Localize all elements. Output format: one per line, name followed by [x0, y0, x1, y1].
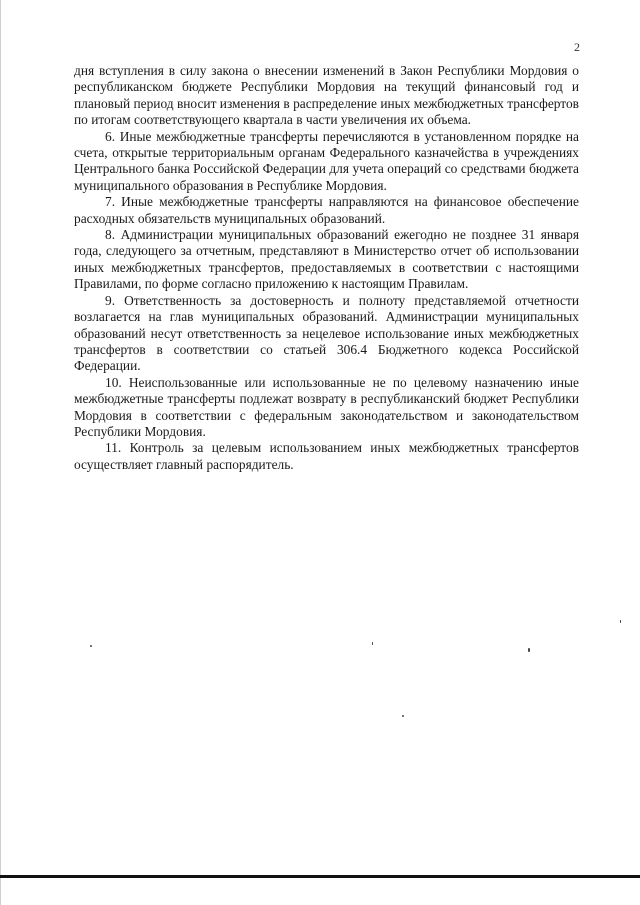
scan-speck	[620, 620, 621, 623]
page-number: 2	[574, 40, 580, 54]
scan-left-edge	[0, 0, 1, 905]
paragraph-6: 6. Иные межбюджетные трансферты перечисляются в установленном порядке на счета, открытые территориальным органам Федерального казначейства в учреждениях Центрального банка Российской Федерации для учета операций со средствами бюджета муниципального образования в Республике Мордовия.	[74, 128, 579, 193]
scan-bottom-border	[0, 875, 640, 878]
document-body	[74, 63, 579, 473]
paragraph-8: 8. Администрации муниципальных образований ежегодно не позднее 31 января года, следующего за отчетным, представляют в Министерство отчет об использовании иных межбюджетных трансфертов, предоставляемых в соответствии с настоящими Правилами, по форме согласно приложению к настоящим Правилам.	[74, 227, 579, 292]
scan-speck	[402, 715, 404, 717]
paragraph-7: 7. Иные межбюджетные трансферты направляются на финансовое обеспечение расходных обязательств муниципальных образований.	[74, 194, 579, 226]
paragraph-9: 9. Ответственность за достоверность и полноту представляемой отчетности возлагается на глав муниципальных образований. Администрации муниципальных образований несут ответственность за нецелевое использование иных межбюджетных трансфертов в соответствии со статьей 306.4 Бюджетного кодекса Российской Федерации.	[74, 292, 579, 374]
paragraph-11: 11. Контроль за целевым использованием иных межбюджетных трансфертов осуществляет главный распорядитель.	[74, 440, 579, 472]
paragraph-10: 10. Неиспользованные или использованные не по целевому назначению иные межбюджетные трансферты подлежат возврату в республиканский бюджет Республики Мордовия в соответствии с федеральным законодательством и законодательством Республики Мордовия.	[74, 374, 579, 439]
scan-speck	[528, 648, 530, 652]
scan-speck	[372, 642, 373, 645]
scan-speck	[90, 645, 92, 647]
paragraph-continuation: дня вступления в силу закона о внесении изменений в Закон Республики Мордовия о республиканском бюджете Республики Мордовия на текущий финансовый год и плановый период вносит изменения в распределение иных межбюджетных трансфертов по итогам соответствующего квартала в части увеличения их объема.	[74, 63, 579, 128]
